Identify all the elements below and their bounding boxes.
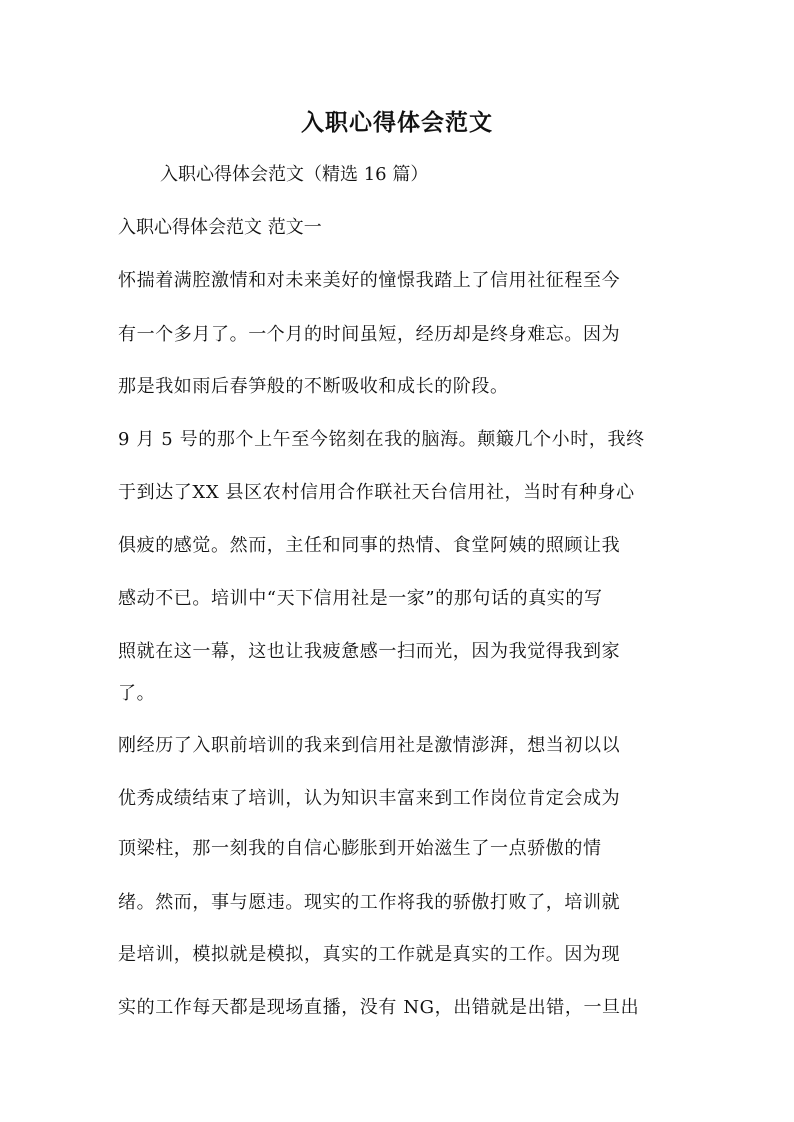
body-line: 于到达了XX 县区农村信用合作联社天台信用社，当时有种身心 xyxy=(118,482,635,503)
page-title: 入职心得体会范文 xyxy=(301,109,493,136)
body-line: 实的工作每天都是现场直播，没有 NG，出错就是出错，一旦出 xyxy=(118,997,640,1018)
body-line: 优秀成绩结束了培训，认为知识丰富来到工作岗位肯定会成为 xyxy=(118,788,621,809)
body-line: 了。 xyxy=(118,683,156,704)
body-line: 感动不已。培训中“天下信用社是一家”的那句话的真实的写 xyxy=(118,588,603,609)
body-line: 是培训，模拟就是模拟，真实的工作就是真实的工作。因为现 xyxy=(118,944,621,965)
body-line: 有一个多月了。一个月的时间虽短，经历却是终身难忘。因为 xyxy=(118,324,621,345)
body-line: 9 月 5 号的那个上午至今铭刻在我的脑海。颠簸几个小时，我终 xyxy=(118,429,645,450)
body-line: 刚经历了入职前培训的我来到信用社是激情澎湃，想当初以以 xyxy=(118,735,621,756)
body-line: 那是我如雨后春笋般的不断吸收和成长的阶段。 xyxy=(118,376,509,397)
body-line: 绪。然而，事与愿违。现实的工作将我的骄傲打败了，培训就 xyxy=(118,892,621,913)
body-line: 俱疲的感觉。然而，主任和同事的热情、食堂阿姨的照顾让我 xyxy=(118,535,621,556)
body-line: 顶梁柱，那一刻我的自信心膨胀到开始滋生了一点骄傲的情 xyxy=(118,838,602,859)
body-line: 怀揣着满腔激情和对未来美好的憧憬我踏上了信用社征程至今 xyxy=(118,270,621,291)
document-subtitle: 入职心得体会范文（精选 16 篇） xyxy=(160,164,429,185)
body-line: 照就在这一幕，这也让我疲惫感一扫而光，因为我觉得我到家 xyxy=(118,641,621,662)
section-heading: 入职心得体会范文 范文一 xyxy=(118,217,322,238)
